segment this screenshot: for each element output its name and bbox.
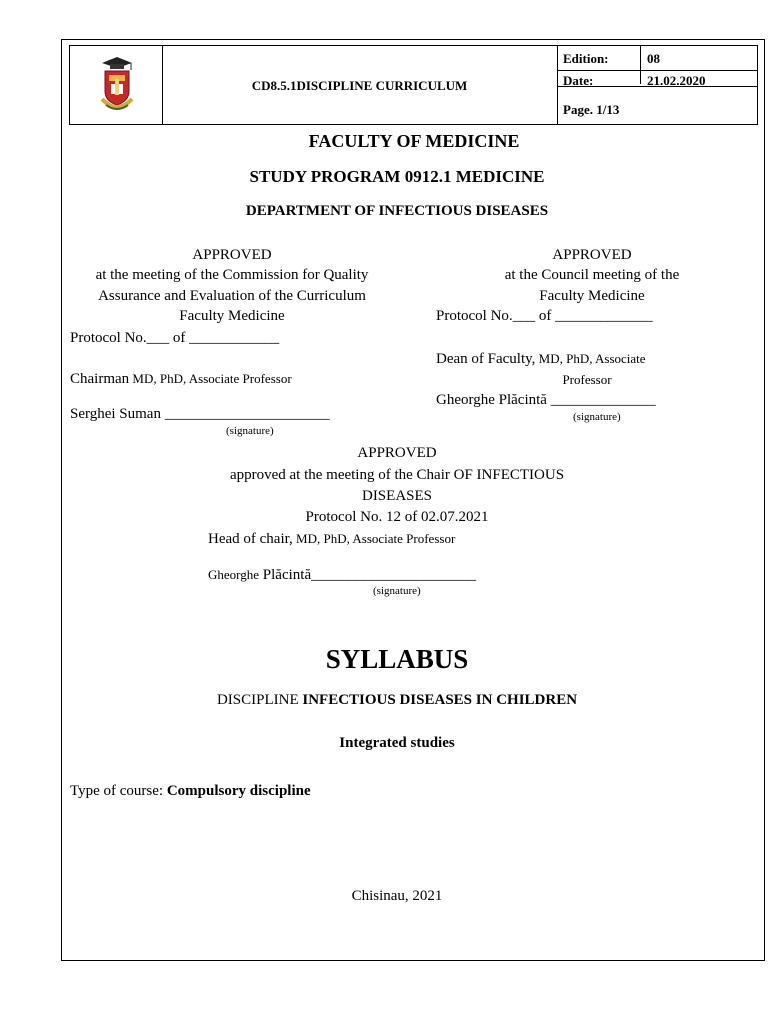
- right-signatory-name: Gheorghe Plăcintă ______________: [436, 392, 656, 408]
- syllabus-title: SYLLABUS: [325, 644, 469, 674]
- discipline-line: DISCIPLINE INFECTIOUS DISEASES IN CHILDREN: [216, 692, 578, 708]
- studies-type: Integrated studies: [339, 735, 455, 751]
- university-crest-icon: [97, 55, 137, 117]
- right-approved-line1: at the Council meeting of the: [504, 267, 680, 283]
- chair-approved-heading: APPROVED: [357, 445, 437, 461]
- chair-head-title: Head of chair, MD, PhD, Associate Professor: [208, 531, 456, 547]
- document-page: [61, 39, 765, 961]
- chair-protocol: Protocol No. 12 of 02.07.2021: [305, 509, 489, 525]
- right-dean-title-line2: Professor: [562, 372, 612, 387]
- date-label: Date:: [563, 73, 594, 88]
- left-signatory-name: Serghei Suman ______________________: [70, 406, 330, 422]
- document-code: CD8.5.1DISCIPLINE CURRICULUM: [251, 78, 468, 93]
- chair-approved-line2: DISEASES: [361, 488, 432, 504]
- left-approved-line3: Faculty Medicine: [179, 308, 285, 324]
- faculty-title: FACULTY OF MEDICINE: [308, 131, 520, 151]
- left-protocol: Protocol No.___ of ____________: [70, 330, 280, 346]
- left-approved-line1: at the meeting of the Commission for Quality: [95, 267, 369, 283]
- left-chairman-title: Chairman MD, PhD, Associate Professor: [70, 371, 292, 387]
- date-value: 21.02.2020: [647, 73, 706, 88]
- left-approved-heading: APPROVED: [192, 247, 272, 263]
- chair-signatory-name: Gheorghe Plăcintă______________________: [208, 567, 477, 583]
- course-type: Type of course: Compulsory discipline: [70, 783, 311, 799]
- department-title: DEPARTMENT OF INFECTIOUS DISEASES: [245, 203, 549, 219]
- edition-label: Edition:: [563, 51, 609, 66]
- header-table: [69, 45, 758, 125]
- right-approved-heading: APPROVED: [552, 247, 632, 263]
- right-protocol: Protocol No.___ of _____________: [436, 308, 653, 324]
- left-approved-line2: Assurance and Evaluation of the Curriculum: [98, 288, 366, 304]
- program-title: STUDY PROGRAM 0912.1 MEDICINE: [249, 167, 545, 186]
- right-signature-caption: (signature): [573, 411, 621, 423]
- right-approved-line2: Faculty Medicine: [539, 288, 645, 304]
- chair-signature-caption: (signature): [373, 585, 421, 597]
- edition-value: 08: [647, 51, 660, 66]
- place-year: Chisinau, 2021: [351, 888, 443, 904]
- page-number: Page. 1/13: [563, 102, 620, 117]
- right-dean-title: Dean of Faculty, MD, PhD, Associate: [436, 351, 646, 367]
- left-signature-caption: (signature): [226, 425, 274, 437]
- chair-approved-line1: approved at the meeting of the Chair OF INFECTIOUS: [229, 467, 565, 483]
